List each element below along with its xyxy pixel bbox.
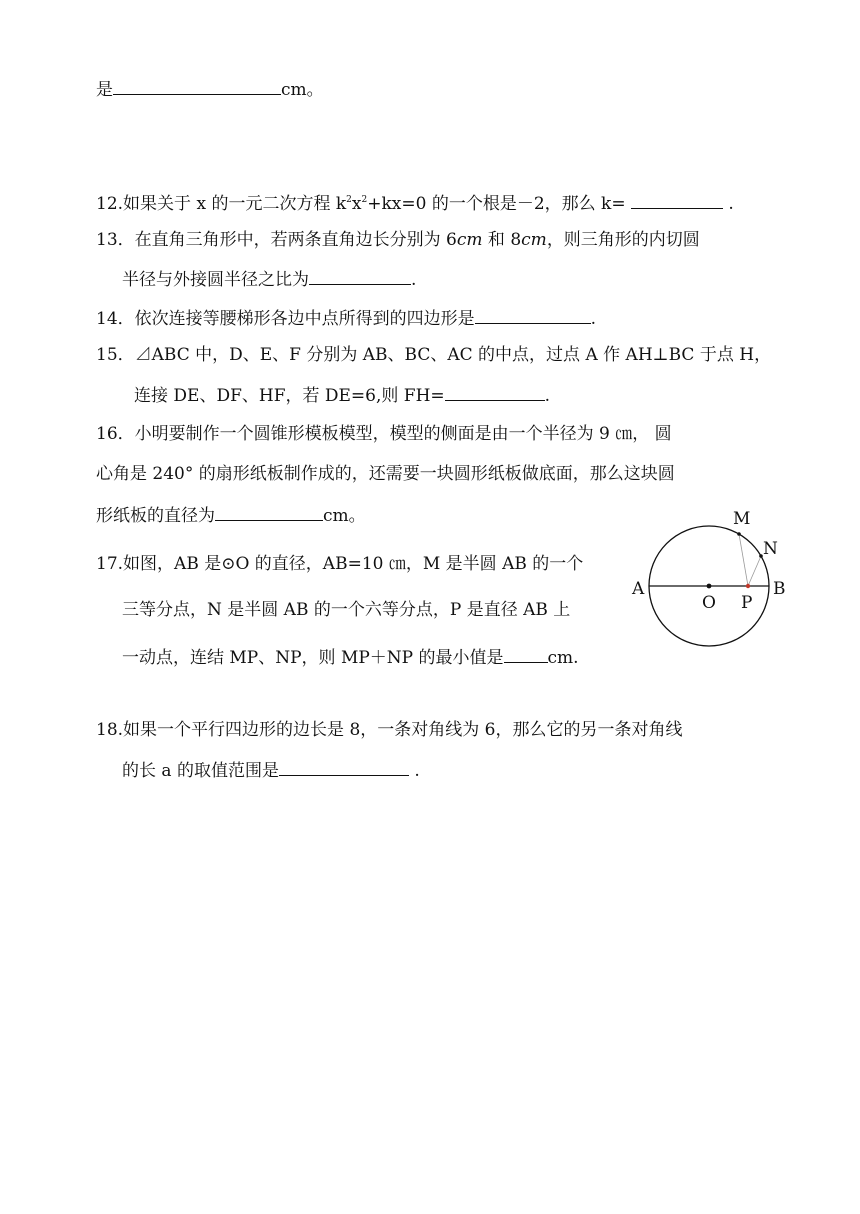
answer-blank[interactable] <box>309 266 411 285</box>
question-text: 半径与外接圆半径之比为 <box>122 270 309 290</box>
punctuation: . <box>590 309 597 329</box>
point-m <box>737 532 741 536</box>
answer-blank[interactable] <box>445 382 545 401</box>
question-17 <box>96 552 583 576</box>
label-n: N <box>763 539 778 559</box>
point-o <box>707 584 712 589</box>
label-a: A <box>632 579 645 599</box>
segment-np <box>748 556 761 586</box>
question-text: 的长 a 的取值范围是 <box>122 761 279 781</box>
question-15 <box>96 343 771 367</box>
superscript: 2 <box>361 195 368 205</box>
question-14 <box>96 305 596 331</box>
question-text: 如图，AB 是⊙O 的直径，AB=10 ㎝，M 是半圆 AB 的一个 <box>123 554 584 574</box>
question-text: 如果一个平行四边形的边长是 8，一条对角线为 6，那么它的另一条对角线 <box>123 720 683 740</box>
punctuation: . <box>728 194 734 214</box>
unit: cm <box>521 230 547 250</box>
question-16-line3 <box>96 502 366 528</box>
question-text: 连接 DE、DF、HF，若 DE=6,则 FH= <box>134 386 445 406</box>
punctuation: . <box>544 386 551 406</box>
question-text: +kx=0 的一个根是－2，那么 k= <box>367 194 626 214</box>
question-number: 15． <box>96 345 135 365</box>
question-18-line2 <box>122 757 420 783</box>
question-text: 在直角三角形中，若两条直角边长分别为 6 <box>134 230 457 250</box>
question-15-line2 <box>134 382 550 408</box>
segment-mp <box>739 534 748 586</box>
label-o: O <box>702 593 716 613</box>
unit: cm <box>456 230 483 250</box>
superscript: 2 <box>346 195 352 205</box>
label-p: P <box>741 593 753 613</box>
question-16-line2 <box>96 462 675 486</box>
question-text: ，则三角形的内切圆 <box>546 230 700 250</box>
question-text: ⊿ABC 中，D、E、F 分别为 AB、BC、AC 的中点，过点 A 作 AH⊥BC 于点 H， <box>134 345 772 365</box>
question-17-line3 <box>122 644 579 670</box>
question-number: 13． <box>96 230 135 250</box>
label-b: B <box>773 579 786 599</box>
question-18 <box>96 718 683 742</box>
circle-diagram <box>620 500 800 660</box>
question-text: 心角是 240° 的扇形纸板制作成的，还需要一块圆形纸板做底面，那么这块圆 <box>96 464 675 484</box>
unit: cm。 <box>323 506 366 526</box>
question-text: 三等分点，N 是半圆 AB 的一个六等分点，P 是直径 AB 上 <box>122 600 571 620</box>
answer-blank[interactable] <box>631 190 723 209</box>
answer-blank[interactable] <box>215 502 323 521</box>
punctuation: . <box>411 270 417 290</box>
question-17-line2 <box>122 598 570 622</box>
question-number: 12. <box>96 194 124 214</box>
punctuation: . <box>408 761 420 781</box>
question-text: 如果关于 x 的一元二次方程 k <box>123 194 347 214</box>
point-p <box>746 584 750 588</box>
answer-blank[interactable] <box>279 757 409 776</box>
answer-blank[interactable] <box>475 305 591 324</box>
answer-line-prev <box>96 76 324 102</box>
label-m: M <box>733 509 751 529</box>
unit: cm. <box>547 648 579 668</box>
question-text: 小明要制作一个圆锥形模板模型，模型的侧面是由一个半径为 9 ㎝， 圆 <box>134 424 672 444</box>
text: 是 <box>96 80 113 100</box>
question-text: 和 8 <box>482 230 522 250</box>
answer-blank[interactable] <box>504 644 548 663</box>
question-number: 14． <box>96 309 135 329</box>
question-13-line2 <box>122 266 416 292</box>
question-text: 形纸板的直径为 <box>96 506 215 526</box>
unit: cm。 <box>281 80 324 100</box>
question-number: 16． <box>96 424 135 444</box>
question-text: 一动点，连结 MP、NP，则 MP＋NP 的最小值是 <box>122 648 504 668</box>
question-number: 18. <box>96 720 124 740</box>
question-number: 17. <box>96 554 124 574</box>
question-13 <box>96 228 700 252</box>
question-text: x <box>351 194 362 214</box>
question-16 <box>96 422 672 446</box>
question-text: 依次连接等腰梯形各边中点所得到的四边形是 <box>134 309 475 329</box>
answer-blank[interactable] <box>113 76 281 95</box>
question-12 <box>96 190 734 216</box>
